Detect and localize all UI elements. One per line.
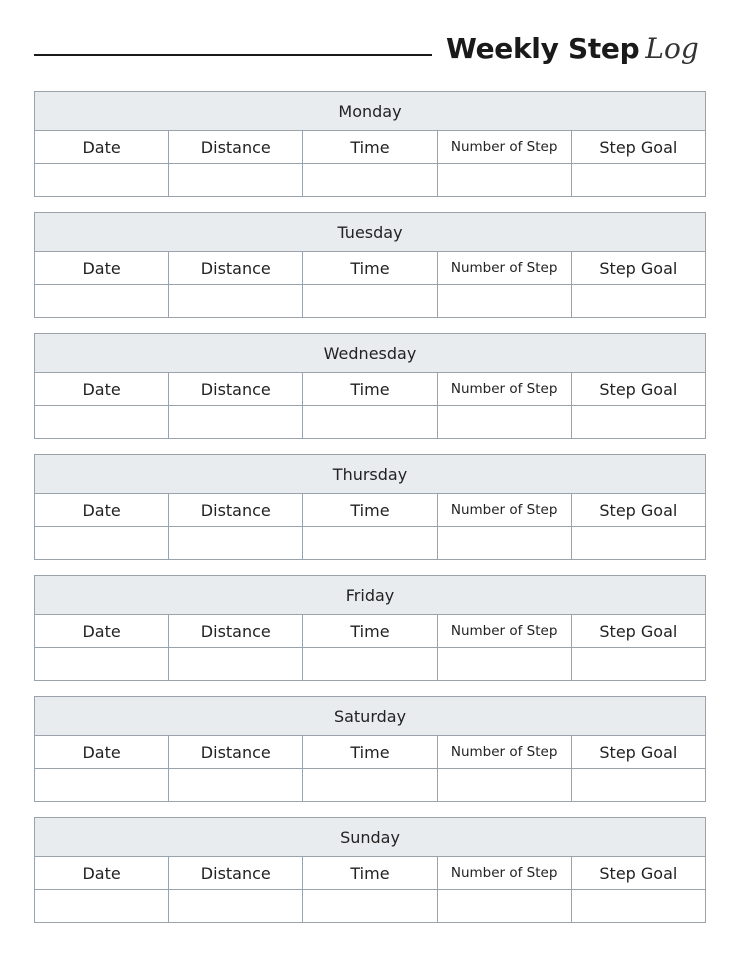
column-header-time: Time	[303, 857, 437, 890]
day-name: Saturday	[35, 697, 706, 736]
column-header-number-of-step: Number of Step	[437, 857, 571, 890]
column-header-distance: Distance	[169, 857, 303, 890]
distance-entry-cell[interactable]	[169, 285, 303, 318]
column-header-date: Date	[35, 373, 169, 406]
date-entry-cell[interactable]	[35, 406, 169, 439]
column-header-distance: Distance	[169, 373, 303, 406]
distance-entry-cell[interactable]	[169, 527, 303, 560]
day-table-saturday	[34, 696, 706, 802]
number-of-step-entry-cell[interactable]	[437, 164, 571, 197]
day-table-wednesday	[34, 333, 706, 439]
column-header-date: Date	[35, 736, 169, 769]
date-entry-cell[interactable]	[35, 527, 169, 560]
day-table-thursday	[34, 454, 706, 560]
date-entry-cell[interactable]	[35, 769, 169, 802]
step-goal-entry-cell[interactable]	[571, 890, 705, 923]
column-header-date: Date	[35, 252, 169, 285]
page-title	[446, 32, 699, 65]
column-header-date: Date	[35, 857, 169, 890]
day-name: Tuesday	[35, 213, 706, 252]
time-entry-cell[interactable]	[303, 164, 437, 197]
step-goal-entry-cell[interactable]	[571, 164, 705, 197]
number-of-step-entry-cell[interactable]	[437, 285, 571, 318]
time-entry-cell[interactable]	[303, 527, 437, 560]
number-of-step-entry-cell[interactable]	[437, 648, 571, 681]
column-header-distance: Distance	[169, 736, 303, 769]
header-rule	[34, 54, 432, 56]
number-of-step-entry-cell[interactable]	[437, 527, 571, 560]
day-table-monday	[34, 91, 706, 197]
column-header-step-goal: Step Goal	[571, 131, 705, 164]
distance-entry-cell[interactable]	[169, 648, 303, 681]
day-name: Sunday	[35, 818, 706, 857]
step-goal-entry-cell[interactable]	[571, 527, 705, 560]
number-of-step-entry-cell[interactable]	[437, 769, 571, 802]
day-name: Friday	[35, 576, 706, 615]
column-header-step-goal: Step Goal	[571, 252, 705, 285]
date-entry-cell[interactable]	[35, 648, 169, 681]
column-header-number-of-step: Number of Step	[437, 494, 571, 527]
column-header-distance: Distance	[169, 252, 303, 285]
column-header-number-of-step: Number of Step	[437, 615, 571, 648]
time-entry-cell[interactable]	[303, 769, 437, 802]
column-header-date: Date	[35, 615, 169, 648]
page-header	[34, 30, 706, 78]
page-title-script: Log	[645, 32, 699, 65]
number-of-step-entry-cell[interactable]	[437, 890, 571, 923]
column-header-time: Time	[303, 736, 437, 769]
column-header-date: Date	[35, 131, 169, 164]
day-name: Thursday	[35, 455, 706, 494]
step-goal-entry-cell[interactable]	[571, 769, 705, 802]
distance-entry-cell[interactable]	[169, 164, 303, 197]
column-header-step-goal: Step Goal	[571, 857, 705, 890]
date-entry-cell[interactable]	[35, 285, 169, 318]
step-goal-entry-cell[interactable]	[571, 648, 705, 681]
day-table-tuesday	[34, 212, 706, 318]
date-entry-cell[interactable]	[35, 164, 169, 197]
step-goal-entry-cell[interactable]	[571, 406, 705, 439]
date-entry-cell[interactable]	[35, 890, 169, 923]
day-name: Monday	[35, 92, 706, 131]
column-header-step-goal: Step Goal	[571, 736, 705, 769]
distance-entry-cell[interactable]	[169, 769, 303, 802]
day-table-sunday	[34, 817, 706, 923]
column-header-time: Time	[303, 494, 437, 527]
time-entry-cell[interactable]	[303, 648, 437, 681]
number-of-step-entry-cell[interactable]	[437, 406, 571, 439]
column-header-time: Time	[303, 373, 437, 406]
distance-entry-cell[interactable]	[169, 890, 303, 923]
time-entry-cell[interactable]	[303, 285, 437, 318]
column-header-number-of-step: Number of Step	[437, 736, 571, 769]
day-table-friday	[34, 575, 706, 681]
column-header-date: Date	[35, 494, 169, 527]
column-header-number-of-step: Number of Step	[437, 131, 571, 164]
column-header-distance: Distance	[169, 615, 303, 648]
time-entry-cell[interactable]	[303, 406, 437, 439]
column-header-number-of-step: Number of Step	[437, 252, 571, 285]
column-header-distance: Distance	[169, 131, 303, 164]
distance-entry-cell[interactable]	[169, 406, 303, 439]
time-entry-cell[interactable]	[303, 890, 437, 923]
column-header-time: Time	[303, 615, 437, 648]
step-goal-entry-cell[interactable]	[571, 285, 705, 318]
column-header-step-goal: Step Goal	[571, 494, 705, 527]
column-header-time: Time	[303, 131, 437, 164]
column-header-step-goal: Step Goal	[571, 615, 705, 648]
column-header-number-of-step: Number of Step	[437, 373, 571, 406]
page-title-main: Weekly Step	[446, 32, 640, 65]
column-header-time: Time	[303, 252, 437, 285]
day-name: Wednesday	[35, 334, 706, 373]
column-header-step-goal: Step Goal	[571, 373, 705, 406]
column-header-distance: Distance	[169, 494, 303, 527]
